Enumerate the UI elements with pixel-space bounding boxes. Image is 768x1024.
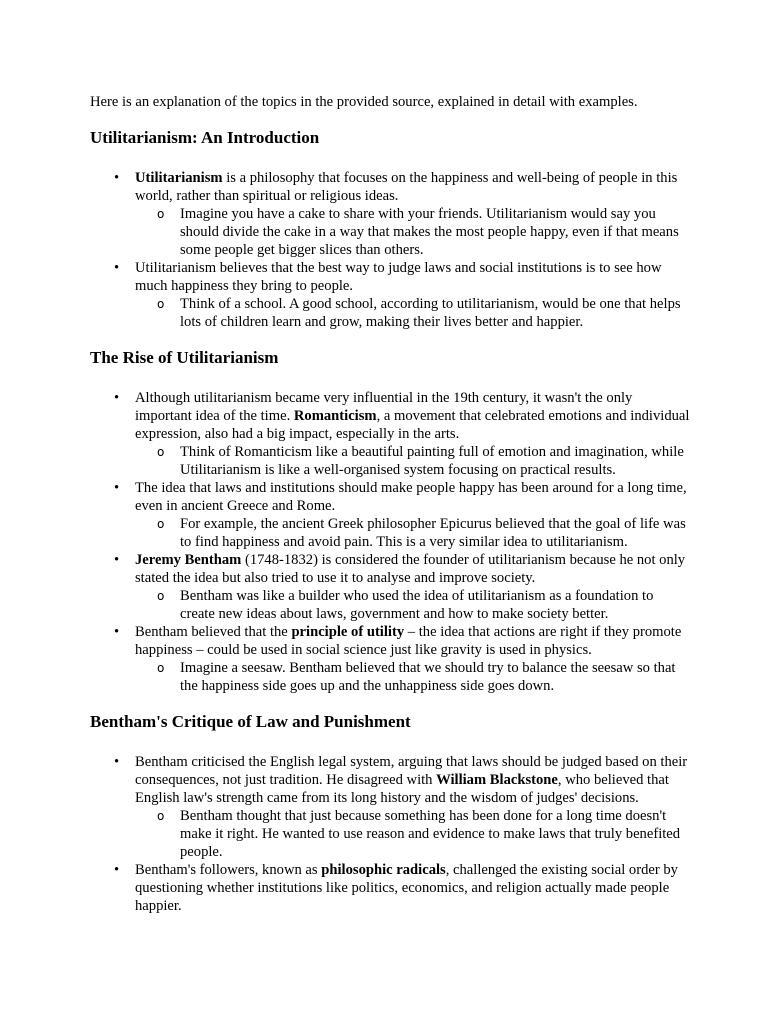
- text-segment: is a philosophy that focuses on the happiness and well-being of people in this world, rather than spiritual or religious ideas.: [135, 170, 678, 204]
- sub-list-item-text: Bentham was like a builder who used the idea of utilitarianism as a foundation to create new ideas about laws, government and how to make society better.: [180, 588, 654, 622]
- text-segment: The idea that laws and institutions should make people happy has been around for a long time, even in ancient Greece and Rome.: [135, 480, 687, 514]
- list-item-text: [135, 390, 689, 442]
- sub-list-item: [135, 659, 690, 695]
- circle-bullet-icon: o: [157, 517, 165, 531]
- bullet-list: [90, 169, 690, 331]
- text-segment: Utilitarianism believes that the best way to judge laws and social institutions is to see how much happiness they bring to people.: [135, 260, 662, 294]
- bold-term: Utilitarianism: [135, 170, 223, 186]
- sub-list: [135, 807, 690, 861]
- list-item-text: [135, 624, 681, 658]
- sub-list-item: [135, 205, 690, 259]
- text-segment: – the idea that actions are right if they promote happiness – could be used in social science just like gravity is used in physics.: [135, 624, 682, 658]
- bullet-list: [90, 753, 690, 915]
- section-heading: The Rise of Utilitarianism: [90, 348, 279, 367]
- sub-list: [135, 515, 690, 551]
- sub-list-item-text: Imagine you have a cake to share with your friends. Utilitarianism would say you should divide the cake in a way that makes the most people happy, even if that means some people get bigger slices than others.: [180, 206, 679, 258]
- sub-list: [135, 659, 690, 695]
- bold-term: philosophic radicals: [321, 862, 446, 878]
- bullet-icon: •: [114, 260, 120, 276]
- bold-term: Romanticism: [293, 408, 377, 424]
- list-item: [90, 389, 690, 479]
- list-item-text: [135, 862, 678, 914]
- text-segment: Bentham criticised the English legal system, arguing that laws should be judged based on their consequences, not just tradition. He disagreed with: [135, 754, 688, 788]
- text-segment: Bentham's followers, known as: [135, 862, 322, 878]
- circle-bullet-icon: o: [157, 661, 165, 675]
- sub-list: [135, 443, 690, 479]
- bullet-list: [90, 389, 690, 695]
- intro-paragraph: Here is an explanation of the topics in the provided source, explained in detail with examples.: [90, 94, 638, 110]
- sub-list-item-text: Imagine a seesaw. Bentham believed that we should try to balance the seesaw so that the happiness side goes up and the unhappiness side goes down.: [180, 660, 676, 694]
- text-segment: , a movement that celebrated emotions and individual expression, also had a big impact, especially in the arts.: [135, 408, 690, 442]
- list-item-text: [135, 754, 687, 806]
- text-segment: , challenged the existing social order by questioning whether institutions like politics, economics, and religion actually made people happier.: [135, 862, 678, 914]
- circle-bullet-icon: o: [157, 445, 165, 459]
- text-segment: Although utilitarianism became very influential in the 19th century, it wasn't the only important idea of the time.: [135, 390, 633, 424]
- list-item-text: [135, 170, 677, 204]
- sub-list-item-text: Think of Romanticism like a beautiful painting full of emotion and imagination, while Utilitarianism is like a well-organised system focusing on practical results.: [180, 444, 684, 478]
- document-body: [90, 93, 690, 931]
- sub-list-item: [135, 295, 690, 331]
- text-segment: , who believed that English law's strength came from its long history and the wisdom of judges' decisions.: [135, 772, 669, 806]
- bold-term: principle of utility: [291, 624, 405, 640]
- list-item: [90, 753, 690, 861]
- section-heading: Bentham's Critique of Law and Punishment: [90, 712, 411, 731]
- list-item: [90, 623, 690, 695]
- list-item-text: [135, 260, 662, 294]
- bold-term: Jeremy Bentham: [135, 552, 242, 568]
- circle-bullet-icon: o: [157, 207, 165, 221]
- bullet-icon: •: [114, 480, 120, 496]
- list-item: [90, 479, 690, 551]
- bold-term: William Blackstone: [436, 772, 558, 788]
- bullet-icon: •: [114, 170, 120, 186]
- text-segment: (1748-1832) is considered the founder of utilitarianism because he not only stated the idea but also tried to use it to analyse and improve society.: [135, 552, 686, 586]
- circle-bullet-icon: o: [157, 589, 165, 603]
- circle-bullet-icon: o: [157, 297, 165, 311]
- sub-list: [135, 587, 690, 623]
- section-heading: Utilitarianism: An Introduction: [90, 128, 320, 147]
- bullet-icon: •: [114, 754, 120, 770]
- sub-list: [135, 295, 690, 331]
- sub-list-item-text: Bentham thought that just because something has been done for a long time doesn't make it right. He wanted to use reason and evidence to make laws that truly benefited people.: [180, 808, 681, 860]
- sub-list-item: [135, 807, 690, 861]
- text-segment: Bentham believed that the: [135, 624, 292, 640]
- sub-list-item-text: Think of a school. A good school, according to utilitarianism, would be one that helps lots of children learn and grow, making their lives better and happier.: [180, 296, 681, 330]
- list-item-text: [135, 552, 685, 586]
- bullet-icon: •: [114, 624, 120, 640]
- sections-container: [90, 127, 690, 915]
- list-item: [90, 551, 690, 623]
- sub-list-item-text: For example, the ancient Greek philosopher Epicurus believed that the goal of life was to find happiness and avoid pain. This is a very similar idea to utilitarianism.: [180, 516, 686, 550]
- sub-list-item: [135, 443, 690, 479]
- bullet-icon: •: [114, 862, 120, 878]
- sub-list-item: [135, 515, 690, 551]
- bullet-icon: •: [114, 552, 120, 568]
- circle-bullet-icon: o: [157, 809, 165, 823]
- sub-list: [135, 205, 690, 259]
- list-item: [90, 259, 690, 331]
- sub-list-item: [135, 587, 690, 623]
- list-item: [90, 169, 690, 259]
- list-item-text: [135, 480, 687, 514]
- list-item: [90, 861, 690, 915]
- bullet-icon: •: [114, 390, 120, 406]
